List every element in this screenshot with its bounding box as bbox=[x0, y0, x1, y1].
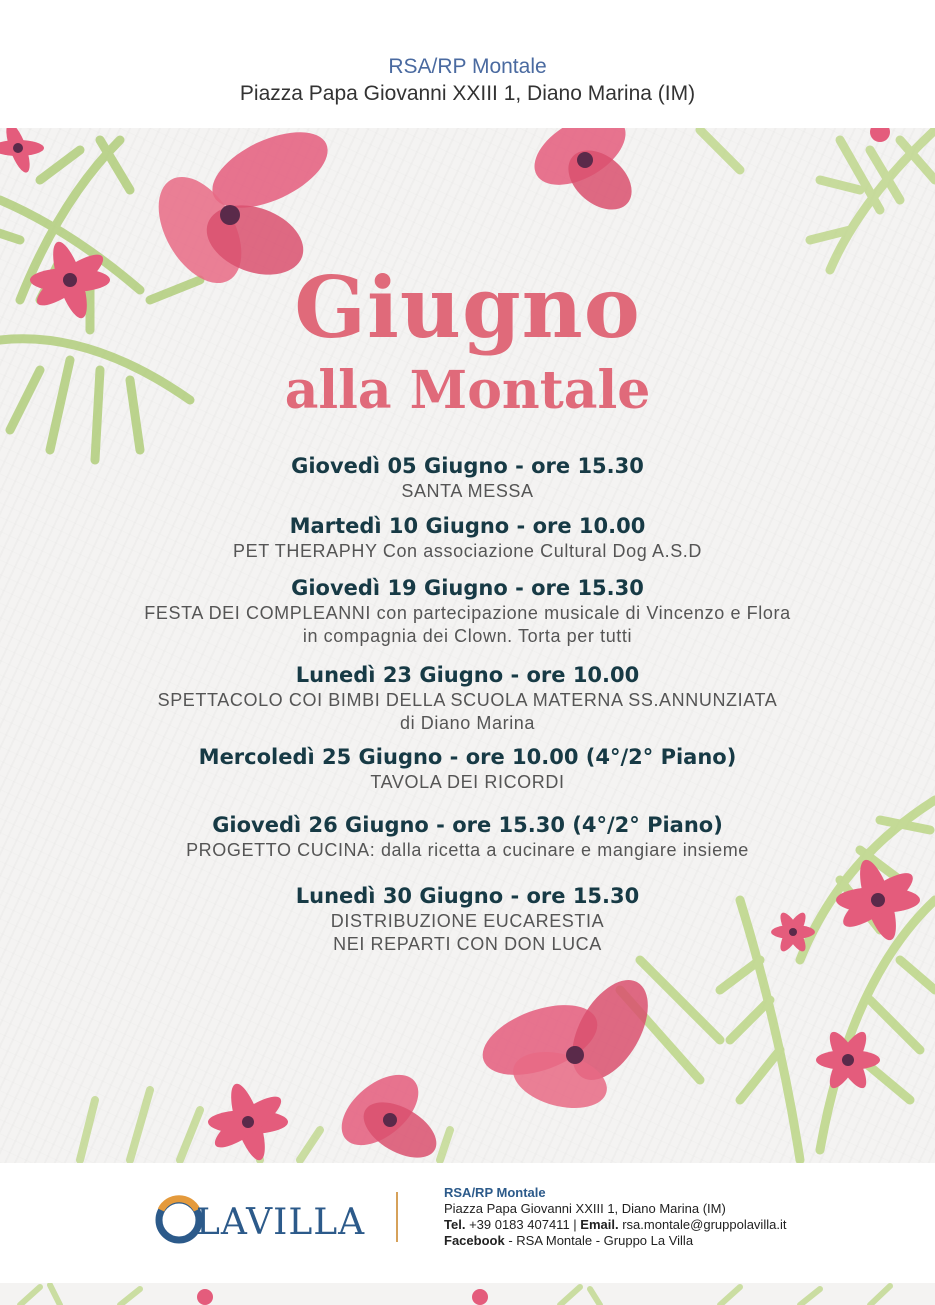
flower-bottom-center bbox=[473, 967, 663, 1117]
email-value[interactable]: rsa.montale@gruppolavilla.it bbox=[622, 1217, 787, 1232]
flower-bottom-mid bbox=[329, 1061, 446, 1163]
bottom-decoration-strip bbox=[0, 1283, 935, 1305]
logo-text: LAVILLA bbox=[196, 1202, 366, 1243]
event-description: PET THERAPHY Con associazione Cultural Dog A.S.D bbox=[233, 541, 702, 561]
event-description: DISTRIBUZIONE EUCARESTIA bbox=[330, 911, 605, 931]
event-description: FESTA DEI COMPLEANNI con partecipazione musicale di Vincenzo e Flora bbox=[144, 603, 791, 623]
event-heading: Giovedì 26 Giugno - ore 15.30 (4°/2° Piano) bbox=[212, 813, 723, 837]
event-heading: Lunedì 23 Giugno - ore 10.00 bbox=[295, 663, 640, 687]
page-subtitle: alla Montale bbox=[284, 360, 651, 421]
footer-org: RSA/RP Montale bbox=[444, 1185, 546, 1200]
event-heading: Giovedì 05 Giugno - ore 15.30 bbox=[291, 454, 644, 478]
leaves-top-right bbox=[700, 130, 935, 270]
facebook-label: Facebook bbox=[444, 1233, 505, 1248]
footer-address: Piazza Papa Giovanni XXIII 1, Diano Marina (IM) bbox=[444, 1201, 726, 1216]
event-item bbox=[60, 743, 875, 794]
event-item bbox=[60, 512, 875, 563]
event-description: PROGETTO CUCINA: dalla ricetta a cucinare e mangiare insieme bbox=[186, 840, 749, 860]
event-heading: Giovedì 19 Giugno - ore 15.30 bbox=[291, 576, 644, 600]
bottom-leaves bbox=[0, 1283, 935, 1305]
event-description: in compagnia dei Clown. Torta per tutti bbox=[302, 626, 633, 646]
footer-facebook bbox=[444, 1233, 693, 1249]
tel-value: +39 0183 407411 | bbox=[469, 1217, 577, 1232]
event-item bbox=[60, 452, 875, 503]
header-address: Piazza Papa Giovanni XXIII 1, Diano Marina (IM) bbox=[239, 82, 696, 105]
event-heading: Martedì 10 Giugno - ore 10.00 bbox=[289, 514, 646, 538]
logo-divider bbox=[396, 1192, 398, 1242]
footer-contacts bbox=[444, 1217, 786, 1233]
header bbox=[0, 0, 935, 128]
event-heading: Mercoledì 25 Giugno - ore 10.00 (4°/2° Piano) bbox=[198, 745, 737, 769]
event-item bbox=[60, 574, 875, 648]
event-description: NEI REPARTI CON DON LUCA bbox=[333, 934, 602, 954]
event-item bbox=[60, 811, 875, 862]
flower-bottom-left bbox=[208, 1080, 288, 1163]
header-org: RSA/RP Montale bbox=[388, 55, 547, 78]
email-label: Email. bbox=[580, 1217, 619, 1232]
event-item bbox=[60, 882, 875, 956]
event-item bbox=[60, 661, 875, 735]
tel-label: Tel. bbox=[444, 1217, 466, 1232]
facebook-value: - RSA Montale - Gruppo La Villa bbox=[508, 1233, 694, 1248]
event-description: TAVOLA DEI RICORDI bbox=[370, 772, 565, 792]
page-title: Giugno bbox=[294, 258, 641, 357]
event-description: SANTA MESSA bbox=[401, 481, 534, 501]
event-description: SPETTACOLO COI BIMBI DELLA SCUOLA MATERNA SS.ANNUNZIATA bbox=[157, 690, 778, 710]
event-heading: Lunedì 30 Giugno - ore 15.30 bbox=[295, 884, 640, 908]
event-description: di Diano Marina bbox=[399, 713, 536, 733]
